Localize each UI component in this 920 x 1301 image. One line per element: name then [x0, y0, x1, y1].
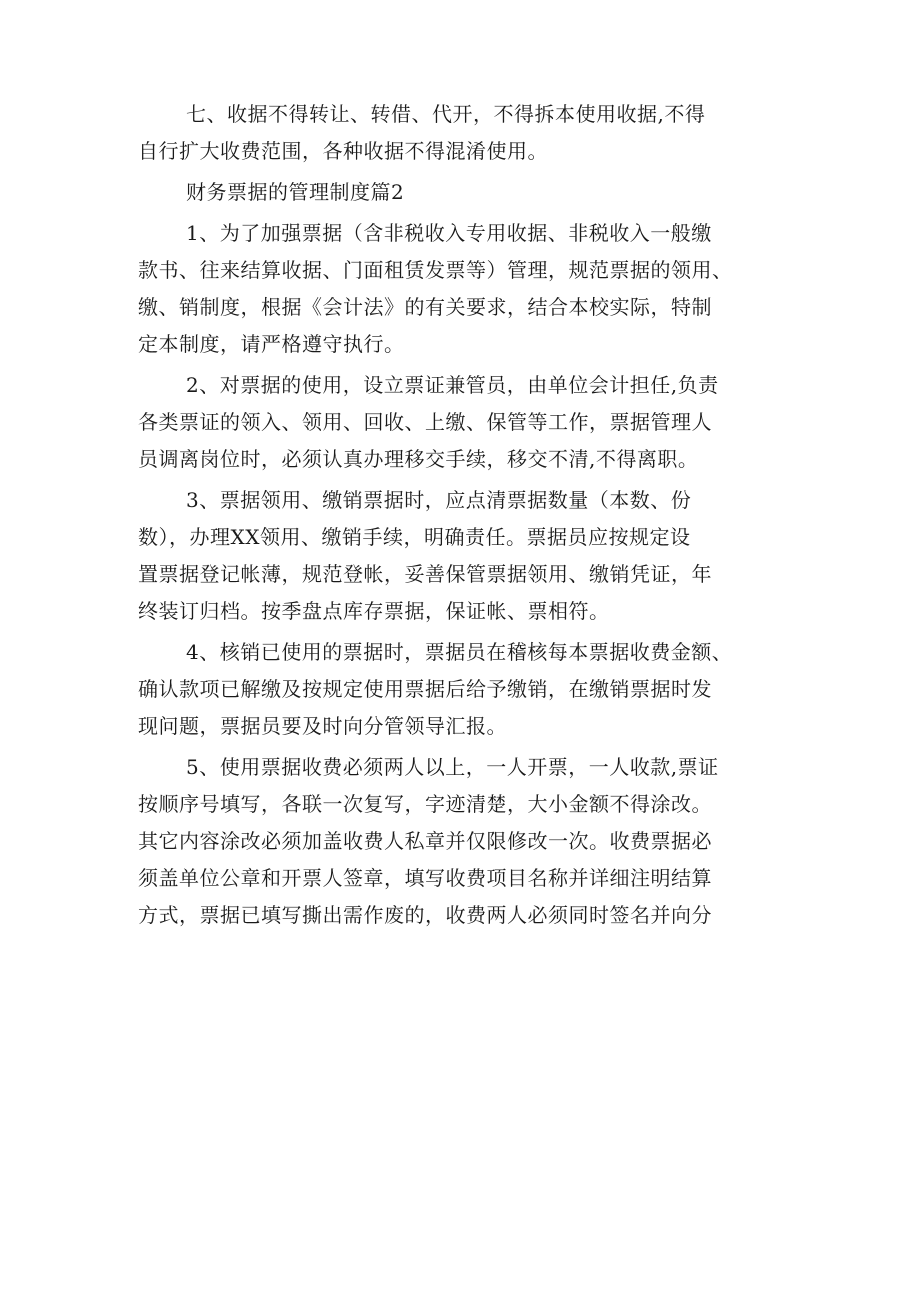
text-line: 置票据登记帐薄，规范登帐，妥善保管票据领用、缴销凭证，年 [138, 562, 712, 586]
text-line: 其它内容涂改必须加盖收费人私章并仅限修改一次。收费票据必 [138, 829, 712, 853]
text-line: 数），办理XX领用、缴销手续，明确责任。票据员应按规定设 [138, 525, 691, 549]
text-line: 定本制度，请严格遵守执行。 [138, 332, 405, 356]
text-line: 1、为了加强票据（含非税收入专用收据、非税收入一般缴 [186, 221, 712, 245]
heading-line: 财务票据的管理制度篇2 [186, 180, 405, 204]
text-line: 员调离岗位时，必须认真办理移交手续，移交不清,不得离职。 [138, 447, 699, 471]
paragraph-1 [138, 215, 788, 363]
text-line: 各类票证的领入、领用、回收、上缴、保管等工作，票据管理人 [138, 410, 712, 434]
text-line: 按顺序号填写，各联一次复写，字迹清楚，大小金额不得涂改。 [138, 792, 712, 816]
text-line: 现问题，票据员要及时向分管领导汇报。 [138, 714, 507, 738]
document-body [138, 96, 788, 934]
text-line: 4、核销已使用的票据时，票据员在稽核每本票据收费金额、 [186, 640, 733, 664]
paragraph-2 [138, 367, 788, 478]
text-line: 七、收据不得转让、转借、代开，不得拆本使用收据,不得 [186, 102, 706, 126]
text-line: 终装订归档。按季盘点库存票据，保证帐、票相符。 [138, 599, 610, 623]
text-line: 款书、往来结算收据、门面租赁发票等）管理，规范票据的领用、 [138, 258, 733, 282]
text-line: 确认款项已解缴及按规定使用票据后给予缴销，在缴销票据时发 [138, 677, 712, 701]
text-line: 须盖单位公章和开票人签章，填写收费项目名称并详细注明结算 [138, 866, 712, 890]
text-line: 方式，票据已填写撕出需作废的，收费两人必须同时签名并向分 [138, 903, 712, 927]
paragraph-4 [138, 634, 788, 745]
text-line: 2、对票据的使用，设立票证兼管员，由单位会计担任,负责 [186, 373, 719, 397]
text-line: 缴、销制度，根据《会计法》的有关要求，结合本校实际，特制 [138, 295, 712, 319]
paragraph-7 [138, 96, 788, 170]
text-line: 3、票据领用、缴销票据时，应点清票据数量（本数、份 [186, 488, 692, 512]
text-line: 自行扩大收费范围，各种收据不得混淆使用。 [138, 139, 548, 163]
text-line: 5、使用票据收费必须两人以上，一人开票，一人收款,票证 [186, 755, 719, 779]
section-heading [138, 174, 788, 211]
paragraph-5 [138, 749, 788, 934]
paragraph-3 [138, 482, 788, 630]
